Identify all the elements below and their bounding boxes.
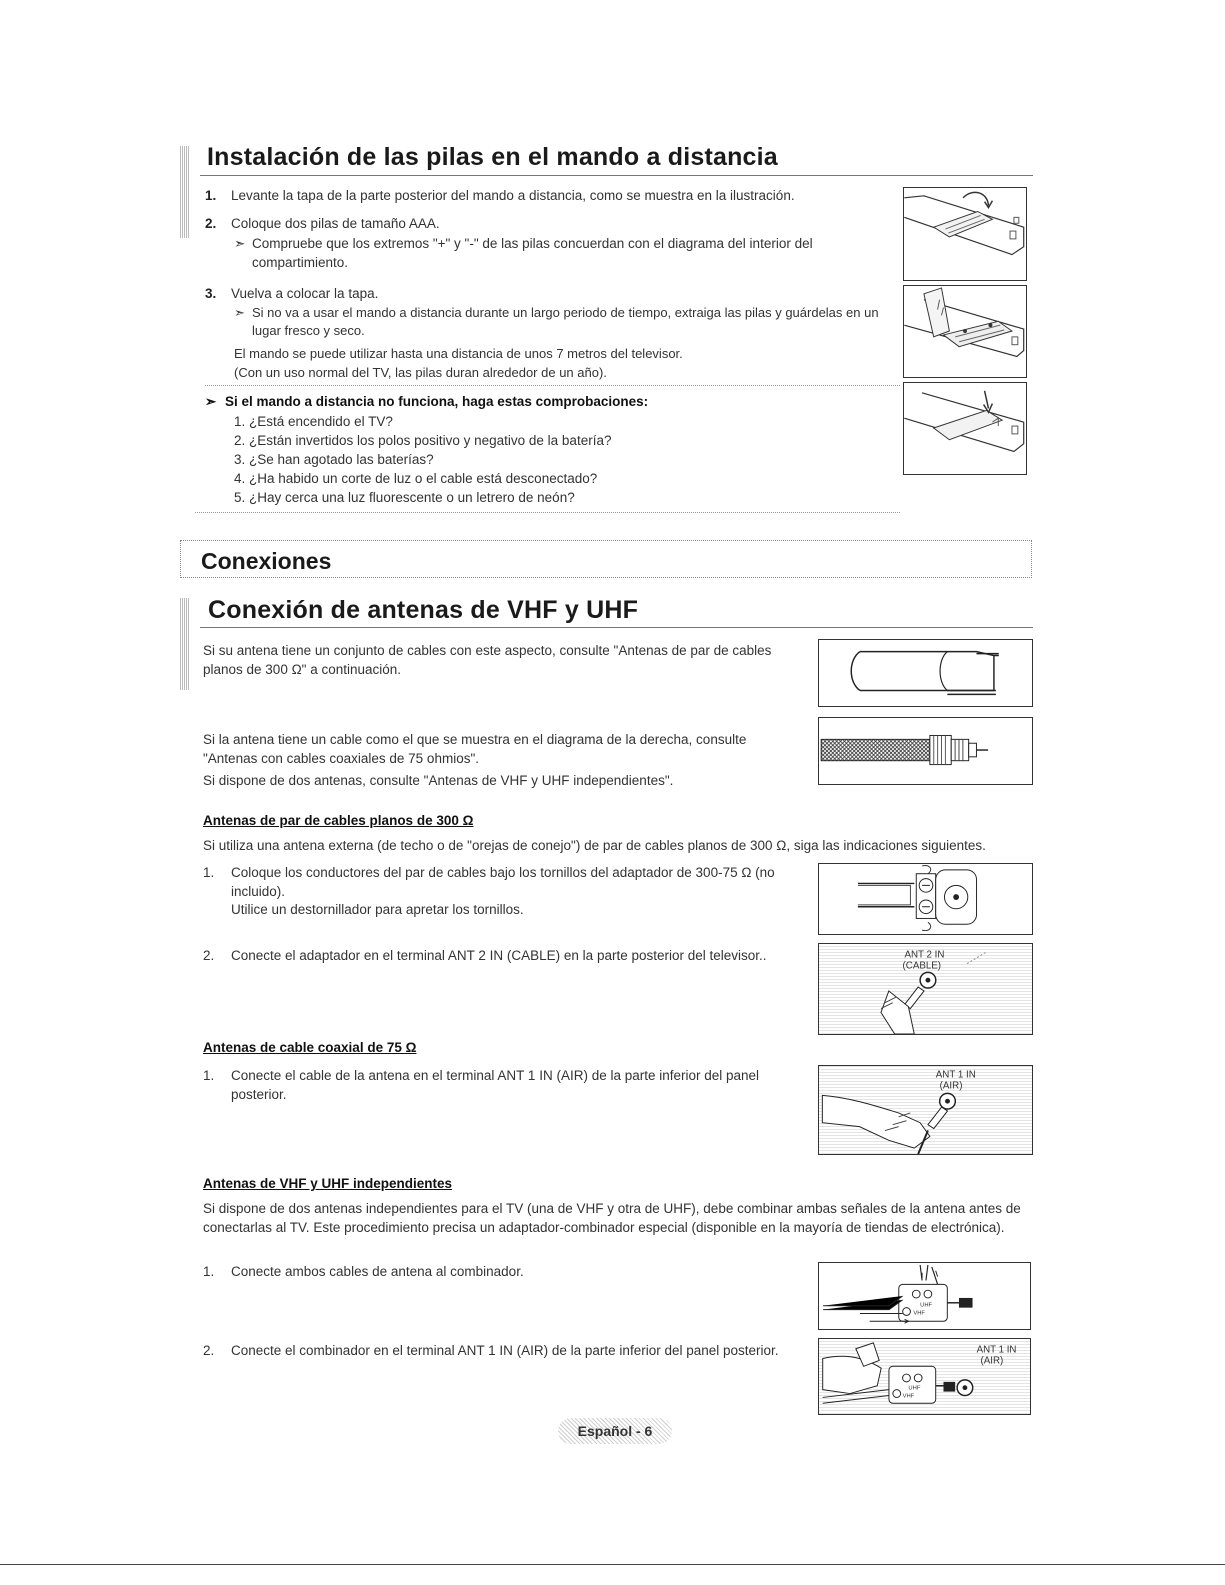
twin-lead-cable-figure [818,639,1033,707]
check-list [234,412,884,507]
check-title: ➣ Si el mando a distancia no funciona, haga estas comprobaciones: [205,394,649,409]
check-item: 4. ¿Ha habido un corte de luz o el cable está desconectado? [234,471,598,486]
subsection-intro: Si dispone de dos antenas independientes para el TV (una de VHF y otra de UHF), debe combinar ambas señales de la antena antes de conectarlas al TV. Este procedimiento precisa un adaptador-combinador especial (disponible en la mayoría de tiendas de electrónica). [203,1201,1021,1235]
note-arrow-icon: ➣ [205,394,217,409]
step-1: 1. Levante la tapa de la parte posterior del mando a distancia, como se muestra en la ilustración. [205,188,795,203]
check-item: 2. ¿Están invertidos los polos positivo y negativo de la batería? [234,433,612,448]
sub3-step-2: 2. Conecte el combinador en el terminal ANT 1 IN (AIR) de la parte inferior del panel posterior. [203,1343,779,1358]
ant1-label-line1: ANT 1 IN [976,1344,1017,1356]
sub3-step-1: 1. Conecte ambos cables de antena al combinador. [203,1264,524,1279]
subsection-title: Antenas de cable coaxial de 75 Ω [203,1040,417,1055]
ant1-label-line2: (AIR) [980,1355,1004,1367]
ant2-label-line2: (CABLE) [902,960,942,972]
vhf-label: VHF [913,1310,925,1317]
remote-open-cover-figure [903,187,1027,281]
coaxial-cable-figure [818,717,1033,785]
section-marker-bar [180,598,190,690]
ant1-connection-figure [818,1065,1033,1155]
ant1-label-line1: ANT 1 IN [935,1069,976,1081]
remote-batteries-figure [903,285,1027,378]
intro-separate: Si dispone de dos antenas, consulte "Antenas de VHF y UHF independientes". [203,773,674,788]
note-arrow-icon: ➣ [234,236,246,251]
intro-coaxial: Si la antena tiene un cable como el que se muestra en el diagrama de la derecha, consulte "Antenas con cables coaxiales de 75 ohmios". [203,732,747,766]
ant1-label-line2: (AIR) [939,1080,963,1092]
check-item: 1. ¿Está encendido el TV? [234,414,393,429]
check-item: 3. ¿Se han agotado las baterías? [234,452,434,467]
page-bottom-rule [0,1564,1225,1565]
sub1-step-2: 2. Conecte el adaptador en el terminal ANT 2 IN (CABLE) en la parte posterior del televisor.. [203,948,767,963]
section-title: Instalación de las pilas en el mando a distancia [207,143,778,171]
step-2: 2. Coloque dos pilas de tamaño AAA. [205,216,440,231]
step-3-battery-life: (Con un uso normal del TV, las pilas duran alrededor de un año). [234,365,607,380]
uhf-label: UHF [908,1385,921,1392]
remote-close-cover-figure [903,382,1027,475]
subsection-title: Antenas de par de cables planos de 300 Ω [203,813,474,828]
step-3-range: El mando se puede utilizar hasta una distancia de unos 7 metros del televisor. [234,346,683,361]
section-title: Conexión de antenas de VHF y UHF [208,596,639,624]
check-item: 5. ¿Hay cerca una luz fluorescente o un letrero de neón? [234,490,575,505]
adapter-300-75-figure [818,863,1033,935]
title-rule [200,175,1033,176]
subsection-intro: Si utiliza una antena externa (de techo o de "orejas de conejo") de par de cables planos de 300 Ω, siga las indicaciones siguientes. [203,838,986,853]
divider [205,385,900,386]
section-marker-bar [180,146,190,238]
ant2-connection-figure [818,943,1033,1035]
step-3-note: ➣ Si no va a usar el mando a distancia durante un largo periodo de tiempo, extraiga las pilas y guárdelas en un lugar fresco y seco. [234,305,879,338]
title-rule [200,627,1033,628]
sub2-step-1: 1. Conecte el cable de la antena en el terminal ANT 1 IN (AIR) de la parte inferior del panel posterior. [203,1068,760,1102]
step-3: 3. Vuelva a colocar la tapa. [205,286,379,301]
conexiones-title: Conexiones [201,548,332,574]
step-2-note: ➣ Compruebe que los extremos "+" y "-" de las pilas concuerdan con el diagrama del interior del compartimiento. [234,236,813,270]
note-arrow-icon: ➣ [234,305,245,320]
sub1-step-1: 1. Coloque los conductores del par de cables bajo los tornillos del adaptador de 300-75 Ω (no incluido). [203,865,775,899]
page-number-badge: Español - 6 [558,1418,672,1444]
intro-twin-lead: Si su antena tiene un conjunto de cables con este aspecto, consulte "Antenas de par de cables planos de 300 Ω" a continuación. [203,643,772,677]
sub1-step-1-tip: Utilice un destornillador para apretar los tornillos. [231,902,524,917]
uhf-label: UHF [920,1302,933,1309]
subsection-title: Antenas de VHF y UHF independientes [203,1176,453,1191]
ant2-label-line1: ANT 2 IN [904,949,945,961]
vhf-label: VHF [902,1393,915,1400]
divider [195,512,900,513]
combiner-ant1-figure [818,1338,1031,1415]
combiner-figure [818,1262,1031,1330]
